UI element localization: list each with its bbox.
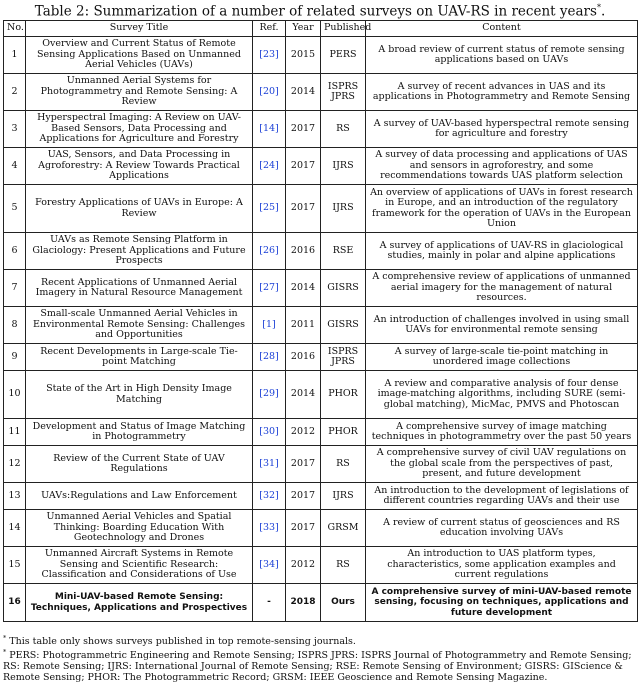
cell-ref-link[interactable]: [34] — [253, 547, 286, 584]
cell-published: RS — [321, 111, 366, 148]
caption-text: Summarization of a number of related surveys on UAV-RS in recent years — [93, 3, 597, 20]
cell-published: ISPRS JPRS — [321, 74, 366, 111]
cell-content: An overview of applications of UAVs in forest research in Europe, and an introduction of the regulatory framework for the operation of UAVs in the European Union — [366, 185, 638, 233]
cell-no: 3 — [4, 111, 26, 148]
cell-title: Small-scale Unmanned Aerial Vehicles in Environmental Remote Sensing: Challenges and Opportunities — [26, 307, 253, 344]
surveys-table — [3, 20, 638, 622]
cell-ref-link[interactable]: [24] — [253, 148, 286, 185]
footnote-2-text: PERS: Photogrammetric Engineering and Remote Sensing; ISPRS JPRS: ISPRS Journal of Photogrammetry and Remote Sensing; RS: Remote Sensing; IJRS: International Journal of Remote Sensing; RSE: Remote Sensing of Environment; GISRS: GIScience & Remote Sensing; PHOR: The Photogrammetric Record; GRSM: IEEE Geoscience and Remote Sensing Magazine. — [3, 650, 632, 683]
cell-no: 1 — [4, 37, 26, 74]
table-row — [4, 446, 638, 483]
cell-no: 8 — [4, 307, 26, 344]
cell-content: A survey of data processing and applications of UAS and sensors in agroforestry, and some recommendations towards UAS platform selection — [366, 148, 638, 185]
cell-ref-link[interactable]: [1] — [253, 307, 286, 344]
cell-ref-link[interactable]: [26] — [253, 233, 286, 270]
cell-content: A comprehensive review of applications of unmanned aerial imagery for the management of natural resources. — [366, 270, 638, 307]
table-row — [4, 547, 638, 584]
cell-ref-link[interactable]: [29] — [253, 371, 286, 419]
table-caption — [0, 0, 640, 20]
header-year: Year — [286, 21, 321, 37]
cell-published: ISPRS JPRS — [321, 344, 366, 371]
cell-year: 2011 — [286, 307, 321, 344]
caption-footnote-mark: * — [596, 3, 601, 12]
cell-year: 2015 — [286, 37, 321, 74]
cell-published: PHOR — [321, 371, 366, 419]
cell-ref-link[interactable]: [20] — [253, 74, 286, 111]
cell-ref-link[interactable]: [31] — [253, 446, 286, 483]
cell-content: An introduction of challenges involved in using small UAVs for environmental remote sensing — [366, 307, 638, 344]
header-ref: Ref. — [253, 21, 286, 37]
table-row — [4, 483, 638, 510]
cell-ref-link[interactable]: [33] — [253, 510, 286, 547]
footnote-2 — [3, 647, 637, 683]
table-row — [4, 307, 638, 344]
cell-year: 2017 — [286, 483, 321, 510]
cell-published: PHOR — [321, 419, 366, 446]
cell-ref-link[interactable]: [32] — [253, 483, 286, 510]
table-row — [4, 37, 638, 74]
header-no: No. — [4, 21, 26, 37]
cell-ref-link[interactable]: [23] — [253, 37, 286, 74]
cell-no: 12 — [4, 446, 26, 483]
cell-no: 7 — [4, 270, 26, 307]
caption-label: Table 2: — [34, 3, 90, 20]
cell-published: Ours — [321, 584, 366, 622]
cell-no: 2 — [4, 74, 26, 111]
cell-content: A broad review of current status of remote sensing applications based on UAVs — [366, 37, 638, 74]
header-title: Survey Title — [26, 21, 253, 37]
cell-title: State of the Art in High Density Image Matching — [26, 371, 253, 419]
cell-content: A survey of UAV-based hyperspectral remote sensing for agriculture and forestry — [366, 111, 638, 148]
cell-content: A comprehensive survey of mini-UAV-based remote sensing, focusing on techniques, applications and future development — [366, 584, 638, 622]
cell-year: 2017 — [286, 446, 321, 483]
cell-year: 2017 — [286, 510, 321, 547]
table-row — [4, 419, 638, 446]
header-content: Content — [366, 21, 638, 37]
cell-title: Recent Applications of Unmanned Aerial Imagery in Natural Resource Management — [26, 270, 253, 307]
cell-ref-link[interactable]: [28] — [253, 344, 286, 371]
table-row — [4, 344, 638, 371]
cell-year: 2018 — [286, 584, 321, 622]
table-header-row — [4, 21, 638, 37]
cell-title: Unmanned Aerial Vehicles and Spatial Thinking: Boarding Education With Geotechnology and Drones — [26, 510, 253, 547]
table-row — [4, 185, 638, 233]
table-row — [4, 148, 638, 185]
cell-year: 2017 — [286, 148, 321, 185]
cell-no: 9 — [4, 344, 26, 371]
cell-content: A survey of recent advances in UAS and its applications in Photogrammetry and Remote Sensing — [366, 74, 638, 111]
cell-no: 16 — [4, 584, 26, 622]
cell-title: Unmanned Aircraft Systems in Remote Sensing and Scientific Research: Classification and Considerations of Use — [26, 547, 253, 584]
cell-no: 11 — [4, 419, 26, 446]
cell-published: IJRS — [321, 185, 366, 233]
cell-published: GRSM — [321, 510, 366, 547]
cell-published: GISRS — [321, 270, 366, 307]
cell-title: Mini-UAV-based Remote Sensing: Techniques, Applications and Prospectives — [26, 584, 253, 622]
table-row — [4, 371, 638, 419]
cell-title: Review of the Current State of UAV Regulations — [26, 446, 253, 483]
cell-title: Development and Status of Image Matching in Photogrammetry — [26, 419, 253, 446]
cell-no: 15 — [4, 547, 26, 584]
cell-content: An introduction to the development of legislations of different countries regarding UAVs and their use — [366, 483, 638, 510]
cell-published: IJRS — [321, 148, 366, 185]
cell-year: 2012 — [286, 419, 321, 446]
table-row — [4, 233, 638, 270]
cell-ref-link[interactable]: [25] — [253, 185, 286, 233]
cell-content: A comprehensive survey of image matching techniques in photogrammetry over the past 50 years — [366, 419, 638, 446]
cell-ref-link[interactable]: [30] — [253, 419, 286, 446]
cell-published: RSE — [321, 233, 366, 270]
cell-no: 5 — [4, 185, 26, 233]
cell-content: A review and comparative analysis of four dense image-matching algorithms, including SURE (semi-global matching), MicMac, PMVS and Photoscan — [366, 371, 638, 419]
footnote-1 — [3, 633, 637, 647]
table-row — [4, 270, 638, 307]
cell-published: GISRS — [321, 307, 366, 344]
footnote-1-mark: * — [3, 634, 7, 642]
table-row — [4, 74, 638, 111]
cell-no: 14 — [4, 510, 26, 547]
cell-no: 10 — [4, 371, 26, 419]
cell-no: 6 — [4, 233, 26, 270]
cell-year: 2016 — [286, 233, 321, 270]
cell-year: 2014 — [286, 270, 321, 307]
cell-ref: - — [253, 584, 286, 622]
cell-published: PERS — [321, 37, 366, 74]
table-row — [4, 510, 638, 547]
cell-no: 13 — [4, 483, 26, 510]
cell-year: 2014 — [286, 371, 321, 419]
table-row — [4, 111, 638, 148]
caption-end: . — [600, 3, 606, 20]
cell-ref-link[interactable]: [27] — [253, 270, 286, 307]
cell-title: Forestry Applications of UAVs in Europe: A Review — [26, 185, 253, 233]
cell-title: Hyperspectral Imaging: A Review on UAV-Based Sensors, Data Processing and Applications for Agriculture and Forestry — [26, 111, 253, 148]
cell-content: A survey of applications of UAV-RS in glaciological studies, mainly in polar and alpine applications — [366, 233, 638, 270]
cell-title: Overview and Current Status of Remote Sensing Applications Based on Unmanned Aerial Vehicles (UAVs) — [26, 37, 253, 74]
cell-year: 2017 — [286, 111, 321, 148]
cell-no: 4 — [4, 148, 26, 185]
cell-title: UAVs as Remote Sensing Platform in Glaciology: Present Applications and Future Prospects — [26, 233, 253, 270]
cell-title: UAS, Sensors, and Data Processing in Agroforestry: A Review Towards Practical Applications — [26, 148, 253, 185]
cell-content: A comprehensive survey of civil UAV regulations on the global scale from the perspectives of past, present, and future development — [366, 446, 638, 483]
cell-year: 2012 — [286, 547, 321, 584]
table-row — [4, 584, 638, 622]
table-footnotes — [3, 633, 637, 683]
cell-content: An introduction to UAS platform types, characteristics, some application examples and current regulations — [366, 547, 638, 584]
cell-published: RS — [321, 446, 366, 483]
cell-title: Unmanned Aerial Systems for Photogrammetry and Remote Sensing: A Review — [26, 74, 253, 111]
cell-ref-link[interactable]: [14] — [253, 111, 286, 148]
cell-year: 2014 — [286, 74, 321, 111]
cell-published: RS — [321, 547, 366, 584]
cell-title: UAVs:Regulations and Law Enforcement — [26, 483, 253, 510]
footnote-2-mark: * — [3, 648, 7, 657]
header-published: Published — [321, 21, 366, 37]
cell-published: IJRS — [321, 483, 366, 510]
footnote-1-text: This table only shows surveys published in top remote-sensing journals. — [9, 636, 356, 648]
cell-year: 2016 — [286, 344, 321, 371]
cell-content: A survey of large-scale tie-point matching in unordered image collections — [366, 344, 638, 371]
cell-content: A review of current status of geosciences and RS education involving UAVs — [366, 510, 638, 547]
cell-title: Recent Developments in Large-scale Tie-point Matching — [26, 344, 253, 371]
cell-year: 2017 — [286, 185, 321, 233]
